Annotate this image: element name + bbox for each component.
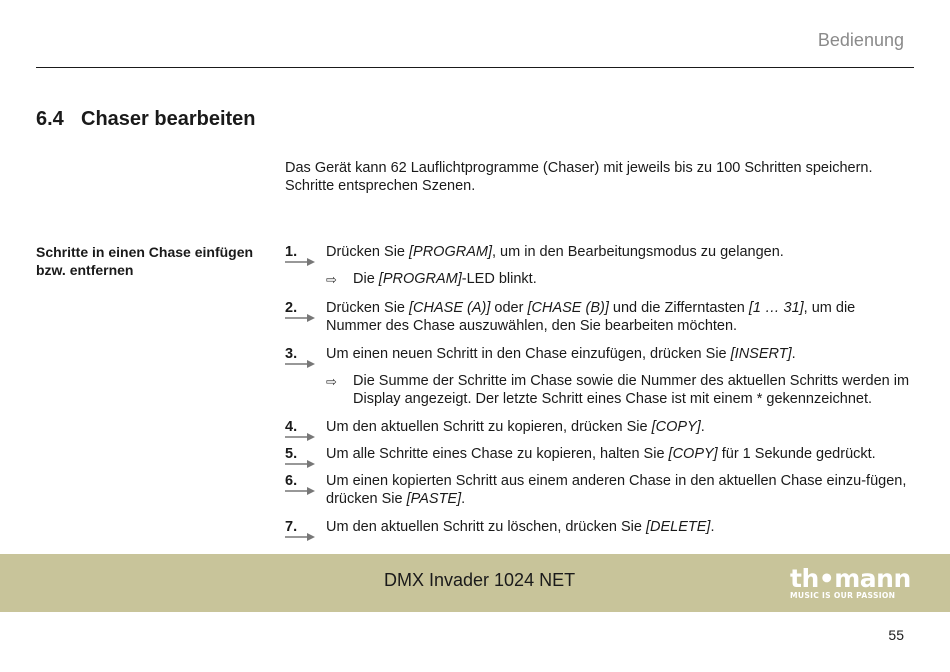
step-number: 2.: [285, 299, 317, 317]
step-number: 4.: [285, 418, 317, 436]
step-item: 5. Um alle Schritte eines Chase zu kopieren, halten Sie [COPY] für 1 Sekunde gedrückt.: [285, 445, 910, 463]
page-number: 55: [888, 627, 904, 643]
step-arrow-icon: [285, 258, 315, 266]
brand-name: th•mann: [790, 564, 911, 593]
intro-line: Das Gerät kann 62 Lauflichtprogramme (Chaser) mit jeweils bis zu 100 Schritten speichern.: [285, 160, 873, 176]
step-item: 3. Um einen neuen Schritt in den Chase einzufügen, drücken Sie [INSERT].: [285, 345, 910, 363]
intro-paragraph: [285, 159, 905, 195]
instruction-steps: [285, 243, 910, 536]
result-arrow-icon: ⇨: [326, 374, 337, 389]
step-number: 6.: [285, 472, 317, 490]
step-number: 5.: [285, 445, 317, 463]
section-number: 6.4: [36, 108, 64, 130]
step-item: 6. Um einen kopierten Schritt aus einem anderen Chase in den aktuellen Chase einzu-fügen, drücken Sie [PASTE].: [285, 473, 907, 507]
step-arrow-icon: [285, 433, 315, 441]
intro-line: Schritte entsprechen Szenen.: [285, 178, 476, 194]
step-item: 2. Drücken Sie [CHASE (A)] oder [CHASE (B)] und die Zifferntasten [1 … 31], um die Nummer des Chase auszuwählen, den Sie bearbeiten möchten.: [285, 300, 856, 334]
step-item: 1. Drücken Sie [PROGRAM], um in den Bearbeitungsmodus zu gelangen.: [285, 243, 910, 261]
header-rule: [36, 67, 914, 68]
step-arrow-icon: [285, 487, 315, 495]
result-arrow-icon: ⇨: [326, 272, 337, 287]
section-title-text: Chaser bearbeiten: [81, 108, 256, 130]
product-model: DMX Invader 1024 NET: [384, 570, 576, 590]
section-header: Bedienung: [817, 30, 904, 50]
step-arrow-icon: [285, 360, 315, 368]
step-result: ⇨ Die [PROGRAM]-LED blinkt.: [326, 271, 537, 287]
step-arrow-icon: [285, 533, 315, 541]
brand-tagline: MUSIC IS OUR PASSION: [790, 591, 896, 600]
step-number: 3.: [285, 345, 317, 363]
step-number: 7.: [285, 518, 317, 536]
step-arrow-icon: [285, 460, 315, 468]
step-arrow-icon: [285, 314, 315, 322]
brand-logo: [790, 564, 911, 606]
step-number: 1.: [285, 243, 317, 261]
step-item: 4. Um den aktuellen Schritt zu kopieren, drücken Sie [COPY].: [285, 418, 910, 436]
section-title: [36, 108, 256, 131]
side-heading: [36, 243, 276, 279]
step-item: 7. Um den aktuellen Schritt zu löschen, drücken Sie [DELETE].: [285, 518, 910, 536]
side-heading-line: bzw. entfernen: [36, 262, 134, 278]
step-result: ⇨ Die Summe der Schritte im Chase sowie die Nummer des aktuellen Schritts werden im Display angezeigt. Der letzte Schritt eines Chase ist mit einem * gekennzeichnet.: [326, 373, 910, 407]
side-heading-line: Schritte in einen Chase einfügen: [36, 244, 254, 260]
